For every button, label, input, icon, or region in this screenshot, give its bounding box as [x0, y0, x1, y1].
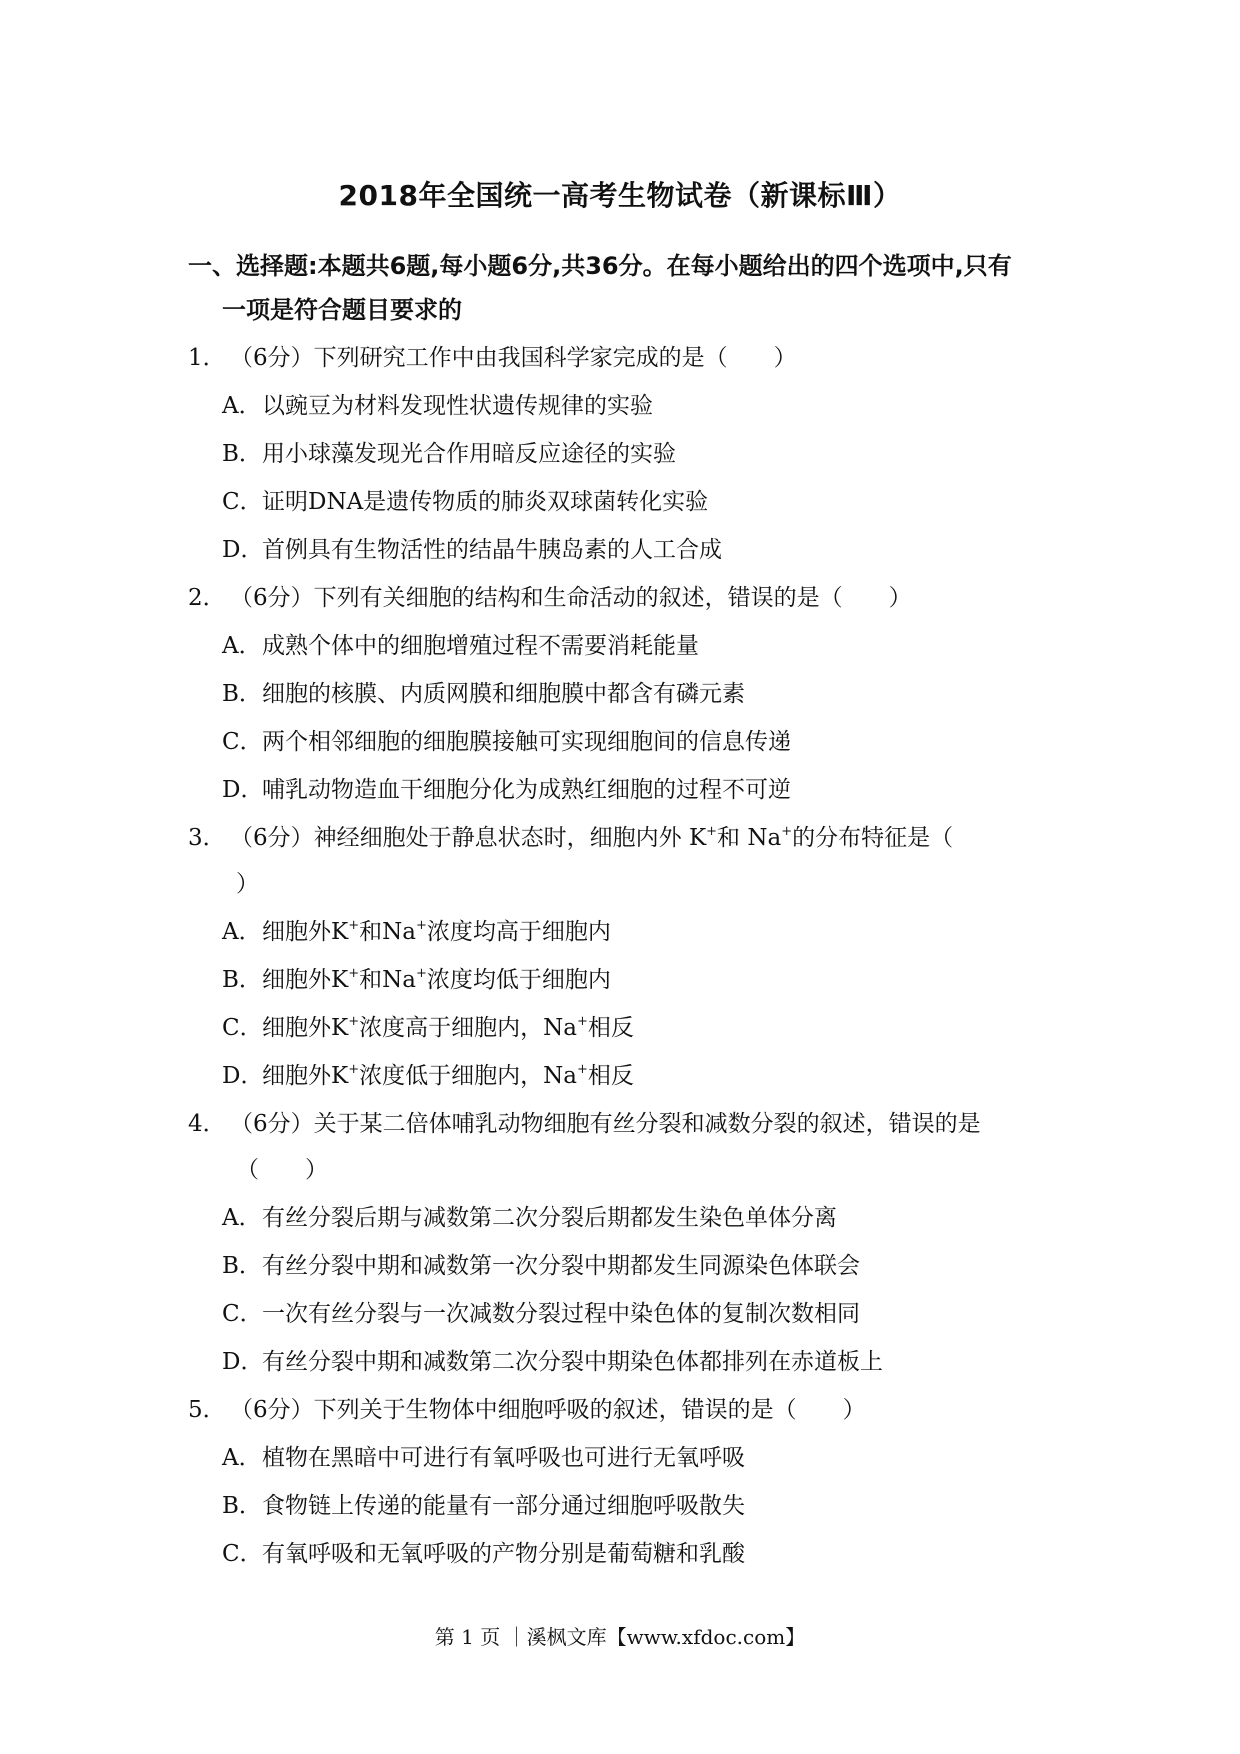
option-label: A． — [222, 393, 262, 419]
option-1b — [222, 436, 676, 472]
option-1a — [222, 388, 653, 424]
option-4a — [222, 1200, 837, 1236]
option-label: B． — [222, 967, 262, 993]
superscript: + — [348, 966, 360, 981]
option-4d — [222, 1344, 883, 1380]
superscript: + — [576, 1014, 588, 1029]
option-3b — [222, 962, 611, 998]
option-text: 有丝分裂后期与减数第二次分裂后期都发生染色单体分离 — [262, 1205, 837, 1231]
option-label: B． — [222, 441, 262, 467]
option-5a — [222, 1440, 745, 1476]
question-1 — [188, 340, 797, 376]
option-1c — [222, 484, 708, 520]
option-text: 以豌豆为材料发现性状遗传规律的实验 — [262, 393, 653, 419]
option-label: D． — [222, 1349, 264, 1375]
question-5 — [188, 1392, 866, 1428]
option-text: 相反 — [587, 1015, 634, 1041]
option-label: A． — [222, 633, 262, 659]
superscript: + — [348, 918, 360, 933]
option-text: 证明DNA是遗传物质的肺炎双球菌转化实验 — [262, 489, 709, 515]
page-footer: 第 1 页 ｜溪枫文库【www.xfdoc.com】 — [434, 1625, 806, 1649]
question-text: 的分布特征是（ — [792, 825, 954, 851]
option-label: B． — [222, 681, 262, 707]
option-text: 细胞外K — [262, 1063, 349, 1089]
option-text: 细胞外K — [262, 1015, 349, 1041]
option-label: B． — [222, 1253, 262, 1279]
option-label: C． — [222, 1301, 263, 1327]
superscript: + — [706, 824, 718, 839]
option-label: D． — [222, 777, 264, 803]
option-5c — [222, 1536, 745, 1572]
superscript: + — [415, 966, 427, 981]
superscript: + — [781, 824, 793, 839]
question-3-continuation: ） — [236, 871, 259, 897]
question-text: （6分）关于某二倍体哺乳动物细胞有丝分裂和减数分裂的叙述，错误的是 — [230, 1111, 981, 1137]
option-label: A． — [222, 1205, 262, 1231]
question-number: 4． — [188, 1111, 226, 1137]
option-text: 浓度均高于细胞内 — [426, 919, 611, 945]
option-text: 首例具有生物活性的结晶牛胰岛素的人工合成 — [262, 537, 722, 563]
question-text: （6分）下列关于生物体中细胞呼吸的叙述，错误的是（ ） — [230, 1397, 866, 1423]
option-label: C． — [222, 1541, 263, 1567]
option-text: 有氧呼吸和无氧呼吸的产物分别是葡萄糖和乳酸 — [262, 1541, 745, 1567]
option-text: 用小球藻发现光合作用暗反应途径的实验 — [262, 441, 676, 467]
option-label: C． — [222, 489, 263, 515]
option-2c — [222, 724, 791, 760]
superscript: + — [348, 1062, 360, 1077]
option-text: 成熟个体中的细胞增殖过程不需要消耗能量 — [262, 633, 699, 659]
option-3c — [222, 1010, 634, 1046]
question-text: （6分）下列研究工作中由我国科学家完成的是（ ） — [230, 345, 797, 371]
option-3d — [222, 1058, 634, 1094]
option-text: 有丝分裂中期和减数第二次分裂中期染色体都排列在赤道板上 — [262, 1349, 883, 1375]
option-label: D． — [222, 1063, 264, 1089]
option-3a — [222, 914, 611, 950]
option-1d — [222, 532, 722, 568]
question-4 — [188, 1106, 981, 1142]
option-text: 细胞外K — [262, 967, 349, 993]
question-number: 3． — [188, 825, 226, 851]
question-number: 1． — [188, 345, 226, 371]
option-label: B． — [222, 1493, 262, 1519]
option-4b — [222, 1248, 860, 1284]
option-text: 浓度低于细胞内，Na — [359, 1063, 577, 1089]
option-text: 有丝分裂中期和减数第一次分裂中期都发生同源染色体联会 — [262, 1253, 860, 1279]
option-text: 细胞的核膜、内质网膜和细胞膜中都含有磷元素 — [262, 681, 745, 707]
option-label: D． — [222, 537, 264, 563]
option-text: 浓度均低于细胞内 — [426, 967, 611, 993]
option-2a — [222, 628, 699, 664]
option-text: 食物链上传递的能量有一部分通过细胞呼吸散失 — [262, 1493, 745, 1519]
option-2d — [222, 772, 791, 808]
option-label: A． — [222, 919, 262, 945]
question-3 — [188, 820, 953, 856]
question-number: 2． — [188, 585, 226, 611]
section-heading-line1: 一、选择题:本题共6题,每小题6分,共36分。在每小题给出的四个选项中,只有 — [188, 252, 1012, 280]
option-label: C． — [222, 729, 263, 755]
superscript: + — [415, 918, 427, 933]
option-4c — [222, 1296, 860, 1332]
superscript: + — [348, 1014, 360, 1029]
superscript: + — [576, 1062, 588, 1077]
question-text: （6分）下列有关细胞的结构和生命活动的叙述，错误的是（ ） — [230, 585, 912, 611]
page-title: 2018年全国统一高考生物试卷（新课标Ⅲ） — [338, 179, 902, 212]
option-text: 两个相邻细胞的细胞膜接触可实现细胞间的信息传递 — [262, 729, 791, 755]
option-text: 植物在黑暗中可进行有氧呼吸也可进行无氧呼吸 — [262, 1445, 745, 1471]
option-text: 一次有丝分裂与一次减数分裂过程中染色体的复制次数相同 — [262, 1301, 860, 1327]
question-text: 和 Na — [717, 825, 782, 851]
option-text: 哺乳动物造血干细胞分化为成熟红细胞的过程不可逆 — [262, 777, 791, 803]
option-text: 和Na — [359, 919, 416, 945]
section-heading-line2: 一项是符合题目要求的 — [222, 296, 462, 324]
option-text: 相反 — [587, 1063, 634, 1089]
question-number: 5． — [188, 1397, 226, 1423]
option-label: C． — [222, 1015, 263, 1041]
question-2 — [188, 580, 912, 616]
question-text: （6分）神经细胞处于静息状态时，细胞内外 K — [230, 825, 707, 851]
option-text: 和Na — [359, 967, 416, 993]
option-2b — [222, 676, 745, 712]
option-label: A． — [222, 1445, 262, 1471]
question-4-continuation: （ ） — [236, 1157, 328, 1183]
option-text: 细胞外K — [262, 919, 349, 945]
option-text: 浓度高于细胞内，Na — [359, 1015, 577, 1041]
option-5b — [222, 1488, 745, 1524]
